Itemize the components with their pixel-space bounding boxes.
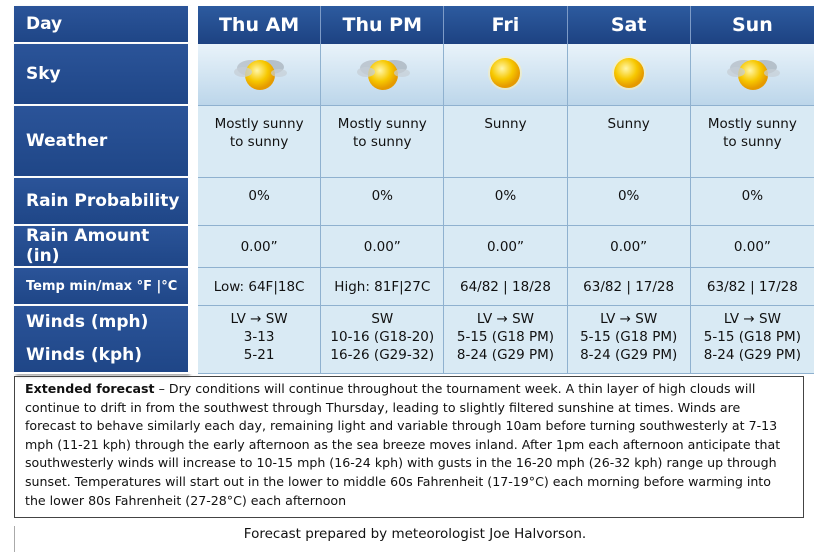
header-row <box>14 6 814 44</box>
rain-amount-cell: 0.00” <box>444 226 567 268</box>
winds-cell: LV → SW 5-15 (G18 PM) 8-24 (G29 PM) <box>444 306 567 374</box>
weather-cell: Mostly sunny to sunny <box>691 106 814 178</box>
rain-amount-label: Rain Amount (in) <box>14 226 188 268</box>
winds-mph-label: Winds (mph) <box>26 312 149 332</box>
weather-cell: Mostly sunny to sunny <box>198 106 321 178</box>
winds-cell: LV → SW 5-15 (G18 PM) 8-24 (G29 PM) <box>568 306 691 374</box>
sky-label: Sky <box>14 44 188 106</box>
weather-cell: Sunny <box>568 106 691 178</box>
rain-probability-row <box>14 178 814 226</box>
day-header: Sun <box>691 6 814 44</box>
rain-probability-cell: 0% <box>691 178 814 226</box>
winds-label <box>14 306 188 374</box>
temp-cell: 63/82 | 17/28 <box>568 268 691 306</box>
rain-amount-cell: 0.00” <box>691 226 814 268</box>
day-header: Fri <box>444 6 567 44</box>
sky-row <box>14 44 814 106</box>
sun-icon <box>482 50 528 100</box>
weather-label: Weather <box>14 106 188 178</box>
temp-cell: Low: 64F|18C <box>198 268 321 306</box>
rain-probability-cell: 0% <box>198 178 321 226</box>
extended-forecast-text: – Dry conditions will continue throughout the tournament week. A thin layer of high clouds will continue to drift in from the southwest through Thursday, leading to slightly filtered sunshine at times. Winds are forecast to behave similarly each day, remaining light and variable through 10am before turning southwesterly at 7-13 mph (11-21 kph) through the early afternoon as the sea breeze moves inland. After 1pm each afternoon anticipate that southwesterly winds will increase to 10-15 mph (16-24 kph) with gusts in the 16-20 mph (26-32 kph) range up through sunset. Temperatures will start out in the lower to middle 60s Fahrenheit (17-19°C) each morning before warming into the lower 80s Fahrenheit (27-28°C) each afternoon <box>25 381 781 508</box>
weather-cell: Sunny <box>444 106 567 178</box>
partly-cloudy-sun-icon <box>352 50 412 100</box>
partly-cloudy-sun-icon <box>229 50 289 100</box>
rain-probability-label: Rain Probability <box>14 178 188 226</box>
winds-row <box>14 306 814 374</box>
weather-cell: Mostly sunny to sunny <box>321 106 444 178</box>
winds-cell: SW 10-16 (G18-20) 16-26 (G29-32) <box>321 306 444 374</box>
rain-probability-cell: 0% <box>568 178 691 226</box>
partly-cloudy-sun-icon <box>722 50 782 100</box>
winds-cell: LV → SW 5-15 (G18 PM) 8-24 (G29 PM) <box>691 306 814 374</box>
forecast-credit: Forecast prepared by meteorologist Joe Halvorson. <box>14 526 815 552</box>
rain-amount-cell: 0.00” <box>568 226 691 268</box>
rain-amount-cell: 0.00” <box>321 226 444 268</box>
temp-cell: 64/82 | 18/28 <box>444 268 567 306</box>
rain-amount-cell: 0.00” <box>198 226 321 268</box>
rain-probability-cell: 0% <box>444 178 567 226</box>
temp-row <box>14 268 814 306</box>
forecast-table <box>14 6 814 374</box>
extended-forecast-title: Extended forecast <box>25 381 155 396</box>
rain-amount-row <box>14 226 814 268</box>
day-header: Thu AM <box>198 6 321 44</box>
day-header: Sat <box>568 6 691 44</box>
extended-forecast-box <box>14 376 804 518</box>
temp-label: Temp min/max °F |°C <box>14 268 188 306</box>
sun-icon <box>606 50 652 100</box>
temp-cell: 63/82 | 17/28 <box>691 268 814 306</box>
weather-row <box>14 106 814 178</box>
temp-cell: High: 81F|27C <box>321 268 444 306</box>
day-header-label: Day <box>14 6 188 44</box>
winds-kph-label: Winds (kph) <box>26 345 143 365</box>
day-header: Thu PM <box>321 6 444 44</box>
winds-cell: LV → SW 3-13 5-21 <box>198 306 321 374</box>
forecast-table-wrap <box>14 6 814 368</box>
rain-probability-cell: 0% <box>321 178 444 226</box>
